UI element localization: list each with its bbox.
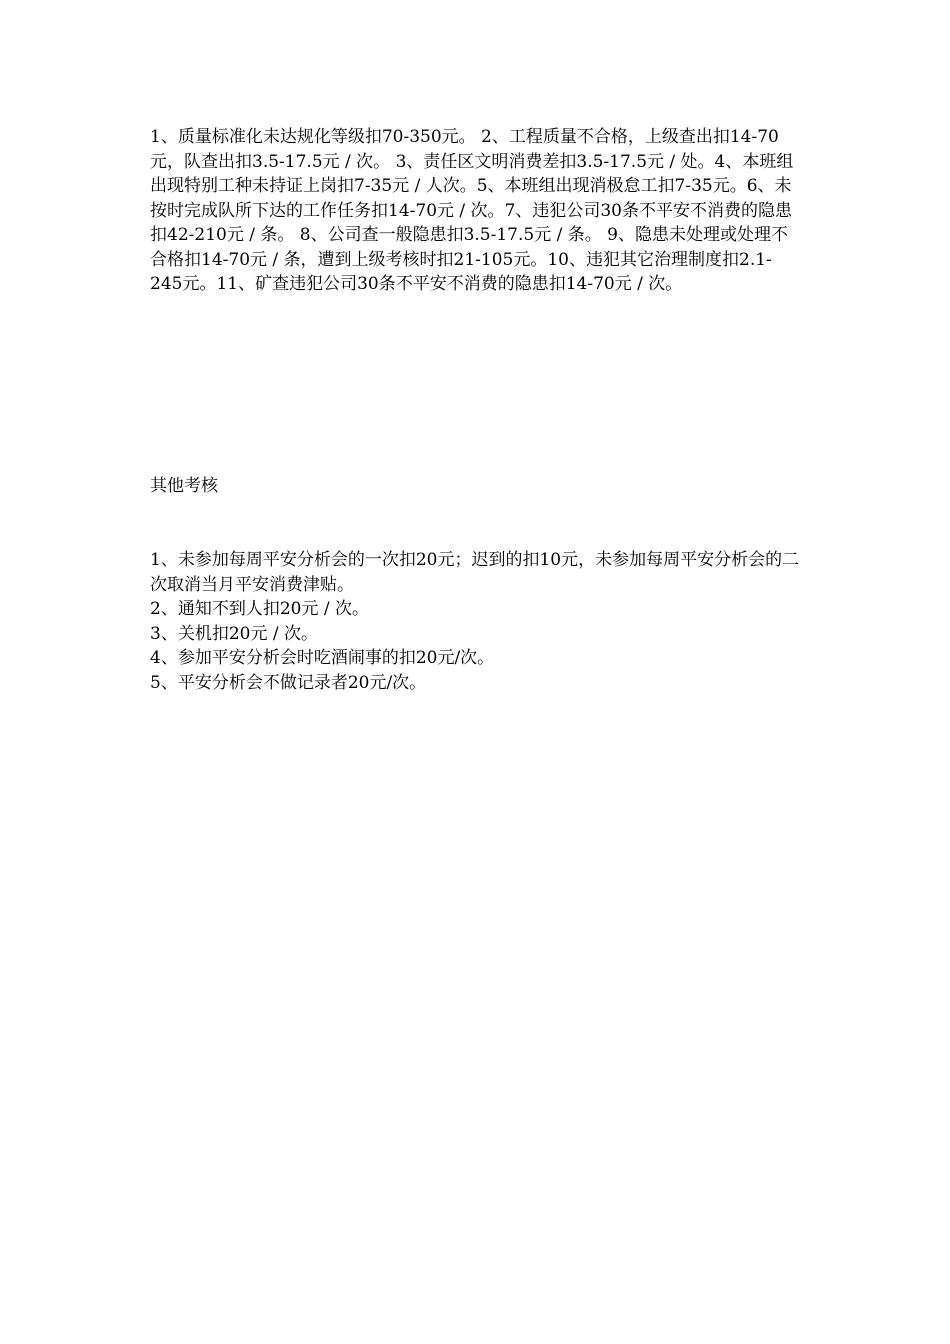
list-item: 3、关机扣20元 / 次。 [150,623,318,644]
penalty-rules-paragraph: 1、质量标准化未达规化等级扣70-350元。 2、工程质量不合格，上级查出扣14-70元，队查出扣3.5-17.5元 / 次。 3、责任区文明消费差扣3.5-17.5元 / 处。4、本班组出现特别工种未持证上岗扣7-35元 / 人次。5、本班组出现消极怠工扣7-35元。6、未按时完成队所下达的工作任务扣14-70元 / 次。7、违犯公司30条不平安不消费的隐患扣42-210元 / 条。 8、公司查一般隐患扣3.5-17.5元 / 条。 9、隐患未处理或处理不合格扣14-70元 / 条，遭到上级考核时扣21-105元。10、违犯其它治理制度扣2.1-245元。11、矿查违犯公司30条不平安不消费的隐患扣14-70元 / 次。 [150,127,794,294]
list-item: 5、平安分析会不做记录者20元/次。 [150,672,427,693]
other-assessment-list [150,548,802,695]
list-item: 4、参加平安分析会时吃酒闹事的扣20元/次。 [150,648,495,668]
other-assessment-heading: 其他考核 [150,476,218,496]
list-item: 2、通知不到人扣20元 / 次。 [150,599,369,619]
list-item: 1、未参加每周平安分析会的一次扣20元；迟到的扣10元，未参加每周平安分析会的二次取消当月平安消费津贴。 [150,550,800,595]
